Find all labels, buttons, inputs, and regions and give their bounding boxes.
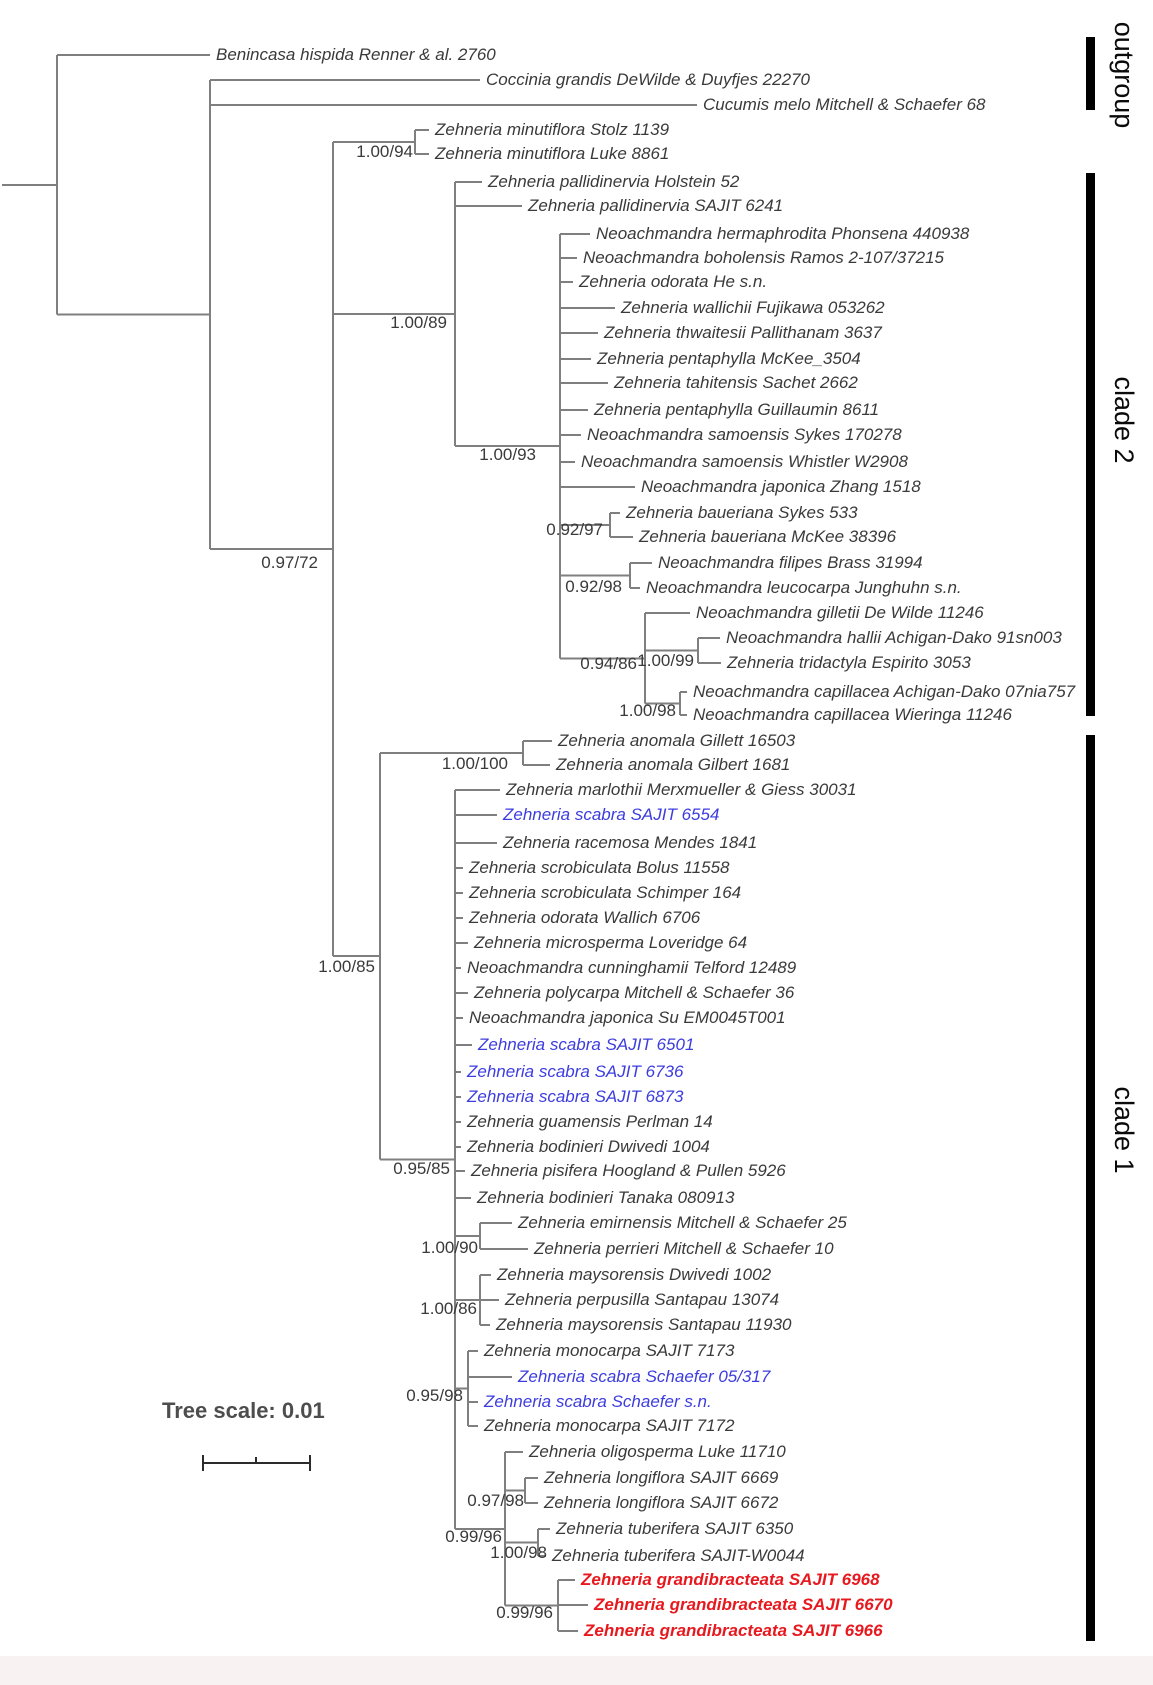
support-value: 1.00/93 (479, 445, 536, 464)
taxon-label: Zehneria scrobiculata Schimper 164 (469, 883, 742, 902)
support-value: 0.95/85 (393, 1159, 450, 1178)
taxon-label: Zehneria scabra Schaefer 05/317 (518, 1367, 771, 1386)
taxon-label: Zehneria anomala Gillett 16503 (558, 731, 796, 750)
taxon-label: Neoachmandra gilletii De Wilde 11246 (696, 603, 984, 622)
support-value: 1.00/100 (441, 754, 508, 773)
taxon-label: Zehneria racemosa Mendes 1841 (503, 833, 758, 852)
tree-scale-bar (203, 1455, 310, 1471)
support-value: 1.00/85 (318, 957, 375, 976)
clade-bar-clade-1 (1086, 735, 1095, 1641)
taxon-label: Zehneria tuberifera SAJIT-W0044 (552, 1546, 805, 1565)
support-value: 0.95/98 (406, 1386, 463, 1405)
support-value: 1.00/98 (619, 701, 676, 720)
support-value: 0.92/98 (565, 577, 622, 596)
taxon-label: Zehneria scabra SAJIT 6736 (467, 1062, 684, 1081)
taxon-label: Neoachmandra hallii Achigan-Dako 91sn003 (726, 628, 1062, 647)
background-strip (0, 1656, 1153, 1685)
taxon-label: Neoachmandra boholensis Ramos 2-107/37215 (583, 248, 945, 267)
taxon-label: Zehneria oligosperma Luke 11710 (529, 1442, 786, 1461)
clade-label-clade-2: clade 2 (1109, 376, 1139, 464)
tree-scale-label: Tree scale: 0.01 (162, 1398, 325, 1423)
taxon-label: Zehneria wallichii Fujikawa 053262 (621, 298, 885, 317)
taxon-label: Zehneria maysorensis Santapau 11930 (496, 1315, 792, 1334)
taxon-label: Neoachmandra japonica Su EM0045T001 (469, 1008, 786, 1027)
taxon-label: Zehneria perpusilla Santapau 13074 (505, 1290, 780, 1309)
taxon-label: Zehneria marlothii Merxmueller & Giess 30031 (506, 780, 857, 799)
taxon-label: Zehneria thwaitesii Pallithanam 3637 (604, 323, 882, 342)
taxon-label: Coccinia grandis DeWilde & Duyfjes 22270 (486, 70, 810, 89)
support-value: 0.97/72 (261, 553, 318, 572)
taxon-label: Neoachmandra cunninghamii Telford 12489 (467, 958, 797, 977)
taxon-label: Zehneria monocarpa SAJIT 7173 (484, 1341, 735, 1360)
taxon-label: Zehneria microsperma Loveridge 64 (474, 933, 748, 952)
taxon-label: Zehneria scrobiculata Bolus 11558 (469, 858, 730, 877)
taxon-label: Zehneria bodinieri Dwivedi 1004 (467, 1137, 710, 1156)
clade-bar-clade-2 (1086, 173, 1095, 716)
taxon-label: Zehneria anomala Gilbert 1681 (556, 755, 791, 774)
support-value: 0.97/98 (467, 1491, 524, 1510)
taxon-label: Neoachmandra samoensis Sykes 170278 (587, 425, 902, 444)
taxon-label: Zehneria longiflora SAJIT 6672 (544, 1493, 779, 1512)
support-value: 1.00/86 (420, 1299, 477, 1318)
taxon-label: Zehneria minutiflora Luke 8861 (435, 144, 670, 163)
support-value: 1.00/99 (637, 651, 694, 670)
taxon-label: Zehneria grandibracteata SAJIT 6968 (581, 1570, 880, 1589)
support-value: 0.99/96 (445, 1527, 502, 1546)
taxon-label: Zehneria pentaphylla McKee_3504 (597, 349, 861, 368)
taxon-label: Zehneria polycarpa Mitchell & Schaefer 36 (474, 983, 795, 1002)
support-value: 1.00/90 (421, 1238, 478, 1257)
taxon-label: Zehneria grandibracteata SAJIT 6670 (594, 1595, 893, 1614)
taxon-label: Zehneria emirnensis Mitchell & Schaefer 25 (518, 1213, 847, 1232)
support-value: 1.00/98 (490, 1543, 547, 1562)
taxon-label: Zehneria scabra SAJIT 6501 (478, 1035, 695, 1054)
taxon-label: Zehneria maysorensis Dwivedi 1002 (497, 1265, 772, 1284)
taxon-label: Zehneria pallidinervia Holstein 52 (488, 172, 740, 191)
support-value: 1.00/94 (356, 142, 413, 161)
support-value: 0.99/96 (496, 1603, 553, 1622)
taxon-label: Zehneria odorata He s.n. (579, 272, 768, 291)
taxon-label: Zehneria scabra SAJIT 6873 (467, 1087, 684, 1106)
taxon-label: Neoachmandra samoensis Whistler W2908 (581, 452, 908, 471)
taxon-label: Zehneria longiflora SAJIT 6669 (544, 1468, 779, 1487)
taxon-label: Zehneria baueriana Sykes 533 (626, 503, 858, 522)
taxon-label: Zehneria pisifera Hoogland & Pullen 5926 (471, 1161, 786, 1180)
support-value: 0.92/97 (546, 520, 603, 539)
clade-bar-outgroup (1086, 37, 1095, 110)
taxon-label: Neoachmandra capillacea Wieringa 11246 (693, 705, 1012, 724)
taxon-label: Neoachmandra leucocarpa Junghuhn s.n. (646, 578, 962, 597)
support-value: 1.00/89 (390, 313, 447, 332)
taxon-label: Zehneria pallidinervia SAJIT 6241 (528, 196, 784, 215)
taxon-label: Zehneria grandibracteata SAJIT 6966 (584, 1621, 883, 1640)
taxon-label: Zehneria monocarpa SAJIT 7172 (484, 1416, 735, 1435)
taxon-label: Cucumis melo Mitchell & Schaefer 68 (703, 95, 986, 114)
taxon-label: Zehneria tahitensis Sachet 2662 (614, 373, 858, 392)
taxon-label: Benincasa hispida Renner & al. 2760 (216, 45, 496, 64)
taxon-label: Neoachmandra hermaphrodita Phonsena 440938 (596, 224, 970, 243)
clade-label-outgroup: outgroup (1109, 21, 1139, 129)
taxon-label: Zehneria odorata Wallich 6706 (469, 908, 701, 927)
taxon-label: Neoachmandra filipes Brass 31994 (658, 553, 923, 572)
taxon-label: Zehneria perrieri Mitchell & Schaefer 10 (534, 1239, 834, 1258)
taxon-label: Zehneria scabra Schaefer s.n. (484, 1392, 712, 1411)
taxon-label: Zehneria tuberifera SAJIT 6350 (556, 1519, 794, 1538)
taxon-label: Zehneria baueriana McKee 38396 (639, 527, 897, 546)
taxon-label: Zehneria guamensis Perlman 14 (467, 1112, 713, 1131)
taxon-label: Zehneria scabra SAJIT 6554 (503, 805, 720, 824)
taxon-label: Zehneria minutiflora Stolz 1139 (435, 120, 670, 139)
taxon-label: Zehneria pentaphylla Guillaumin 8611 (594, 400, 880, 419)
taxon-label: Zehneria bodinieri Tanaka 080913 (477, 1188, 735, 1207)
clade-label-clade-1: clade 1 (1109, 1086, 1139, 1174)
taxon-label: Neoachmandra capillacea Achigan-Dako 07nia757 (693, 682, 1076, 701)
support-value: 0.94/86 (580, 654, 637, 673)
taxon-label: Neoachmandra japonica Zhang 1518 (641, 477, 921, 496)
taxon-label: Zehneria tridactyla Espirito 3053 (727, 653, 971, 672)
